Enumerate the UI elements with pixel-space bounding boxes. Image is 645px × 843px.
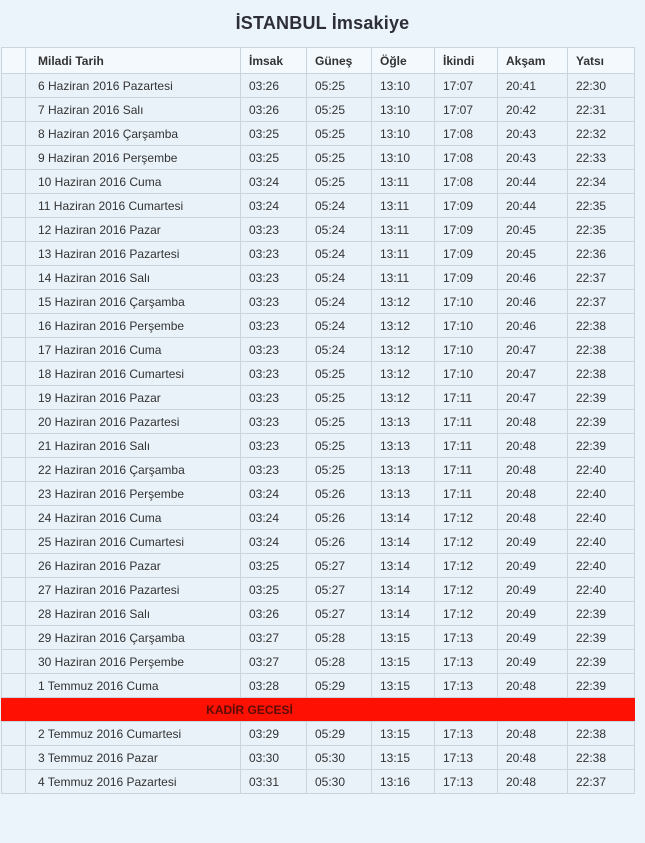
time-cell: 05:25 [307,434,372,458]
date-cell: 9 Haziran 2016 Perşembe [26,146,241,170]
time-cell: 17:07 [435,74,498,98]
time-cell: 03:27 [241,626,307,650]
table-row [2,746,635,770]
table-row [2,530,635,554]
time-cell: 13:14 [372,506,435,530]
table-row [2,98,635,122]
time-cell: 22:38 [568,746,635,770]
row-spacer-cell [2,554,26,578]
time-cell: 05:27 [307,554,372,578]
time-cell: 22:39 [568,386,635,410]
table-row [2,410,635,434]
time-cell: 20:45 [498,218,568,242]
time-cell: 22:37 [568,266,635,290]
row-spacer-cell [2,722,26,746]
time-cell: 20:49 [498,602,568,626]
time-cell: 22:37 [568,770,635,794]
time-cell: 22:31 [568,98,635,122]
time-cell: 05:26 [307,530,372,554]
row-spacer-cell [2,530,26,554]
time-cell: 22:40 [568,578,635,602]
column-header-aksam: Akşam [498,48,568,74]
time-cell: 20:43 [498,146,568,170]
time-cell: 13:15 [372,746,435,770]
row-spacer-cell [2,746,26,770]
time-cell: 20:48 [498,482,568,506]
column-header-date: Miladi Tarih [26,48,241,74]
time-cell: 03:29 [241,722,307,746]
time-cell: 05:30 [307,770,372,794]
time-cell: 20:48 [498,722,568,746]
table-body [2,74,635,794]
row-spacer-cell [2,362,26,386]
time-cell: 22:37 [568,290,635,314]
table-row [2,770,635,794]
page-title: İSTANBUL İmsakiye [235,13,410,33]
date-cell: 19 Haziran 2016 Pazar [26,386,241,410]
time-cell: 22:40 [568,506,635,530]
time-cell: 22:33 [568,146,635,170]
time-cell: 22:39 [568,434,635,458]
date-cell: 11 Haziran 2016 Cumartesi [26,194,241,218]
time-cell: 20:42 [498,98,568,122]
time-cell: 13:11 [372,266,435,290]
time-cell: 17:13 [435,746,498,770]
column-header-gunes: Güneş [307,48,372,74]
row-spacer-cell [2,314,26,338]
date-cell: 16 Haziran 2016 Perşembe [26,314,241,338]
time-cell: 05:25 [307,386,372,410]
time-cell: 03:25 [241,122,307,146]
time-cell: 03:23 [241,410,307,434]
date-cell: 7 Haziran 2016 Salı [26,98,241,122]
time-cell: 17:12 [435,530,498,554]
date-cell: 22 Haziran 2016 Çarşamba [26,458,241,482]
title-band [0,0,645,47]
row-spacer-cell [2,626,26,650]
time-cell: 05:27 [307,602,372,626]
time-cell: 17:13 [435,650,498,674]
time-cell: 17:09 [435,194,498,218]
column-header-imsak: İmsak [241,48,307,74]
date-cell: 20 Haziran 2016 Pazartesi [26,410,241,434]
table-row [2,674,635,698]
table-row [2,314,635,338]
time-cell: 13:15 [372,626,435,650]
time-cell: 13:11 [372,170,435,194]
time-cell: 05:27 [307,578,372,602]
time-cell: 03:23 [241,362,307,386]
table-row [2,554,635,578]
time-cell: 13:12 [372,338,435,362]
time-cell: 03:23 [241,458,307,482]
time-cell: 13:14 [372,530,435,554]
time-cell: 05:24 [307,194,372,218]
table-row [2,506,635,530]
time-cell: 20:48 [498,746,568,770]
time-cell: 03:23 [241,242,307,266]
date-cell: 28 Haziran 2016 Salı [26,602,241,626]
time-cell: 05:26 [307,506,372,530]
table-row [2,218,635,242]
time-cell: 22:38 [568,314,635,338]
time-cell: 05:28 [307,650,372,674]
imsakiye-table [1,47,635,794]
time-cell: 03:23 [241,434,307,458]
time-cell: 20:48 [498,674,568,698]
time-cell: 05:25 [307,98,372,122]
row-spacer-cell [2,770,26,794]
table-row [2,722,635,746]
row-spacer-cell [2,122,26,146]
time-cell: 17:09 [435,242,498,266]
row-spacer-cell [2,146,26,170]
table-row [2,74,635,98]
time-cell: 13:11 [372,194,435,218]
time-cell: 05:24 [307,290,372,314]
date-cell: 17 Haziran 2016 Cuma [26,338,241,362]
time-cell: 13:11 [372,218,435,242]
time-cell: 03:23 [241,218,307,242]
time-cell: 22:40 [568,482,635,506]
time-cell: 17:12 [435,602,498,626]
time-cell: 03:25 [241,554,307,578]
time-cell: 05:24 [307,314,372,338]
date-cell: 4 Temmuz 2016 Pazartesi [26,770,241,794]
time-cell: 05:25 [307,362,372,386]
time-cell: 17:13 [435,770,498,794]
row-spacer-cell [2,98,26,122]
table-row [2,242,635,266]
time-cell: 17:09 [435,266,498,290]
time-cell: 03:23 [241,290,307,314]
time-cell: 05:25 [307,74,372,98]
row-spacer-cell [2,338,26,362]
time-cell: 03:23 [241,314,307,338]
time-cell: 13:10 [372,98,435,122]
row-spacer-cell [2,386,26,410]
time-cell: 13:12 [372,362,435,386]
time-cell: 20:49 [498,530,568,554]
time-cell: 20:49 [498,650,568,674]
time-cell: 22:35 [568,218,635,242]
time-cell: 05:29 [307,674,372,698]
date-cell: 2 Temmuz 2016 Cumartesi [26,722,241,746]
date-cell: 27 Haziran 2016 Pazartesi [26,578,241,602]
table-row [2,458,635,482]
row-spacer-cell [2,74,26,98]
time-cell: 22:39 [568,626,635,650]
banner-filler [498,698,635,722]
time-cell: 17:13 [435,722,498,746]
time-cell: 20:45 [498,242,568,266]
time-cell: 03:24 [241,194,307,218]
time-cell: 05:25 [307,146,372,170]
time-cell: 05:24 [307,266,372,290]
date-cell: 3 Temmuz 2016 Pazar [26,746,241,770]
table-row [2,194,635,218]
time-cell: 05:24 [307,338,372,362]
row-spacer-cell [2,290,26,314]
table-row [2,626,635,650]
time-cell: 20:47 [498,338,568,362]
column-header-ogle: Öğle [372,48,435,74]
time-cell: 22:39 [568,650,635,674]
time-cell: 22:40 [568,554,635,578]
time-cell: 03:26 [241,98,307,122]
date-cell: 15 Haziran 2016 Çarşamba [26,290,241,314]
time-cell: 13:15 [372,650,435,674]
table-row [2,602,635,626]
time-cell: 17:10 [435,290,498,314]
time-cell: 13:15 [372,722,435,746]
time-cell: 03:24 [241,530,307,554]
time-cell: 13:14 [372,554,435,578]
time-cell: 13:14 [372,602,435,626]
table-row [2,122,635,146]
time-cell: 22:38 [568,722,635,746]
date-cell: 29 Haziran 2016 Çarşamba [26,626,241,650]
time-cell: 20:49 [498,554,568,578]
time-cell: 22:39 [568,410,635,434]
date-cell: 12 Haziran 2016 Pazar [26,218,241,242]
time-cell: 20:49 [498,578,568,602]
time-cell: 17:08 [435,146,498,170]
time-cell: 13:12 [372,314,435,338]
row-spacer-cell [2,266,26,290]
time-cell: 17:09 [435,218,498,242]
row-spacer-cell [2,170,26,194]
time-cell: 03:31 [241,770,307,794]
time-cell: 22:34 [568,170,635,194]
banner-label: KADİR GECESİ [2,698,498,722]
time-cell: 20:48 [498,770,568,794]
time-cell: 20:48 [498,434,568,458]
date-cell: 10 Haziran 2016 Cuma [26,170,241,194]
row-spacer-cell [2,578,26,602]
time-cell: 17:10 [435,314,498,338]
time-cell: 03:24 [241,506,307,530]
table-row [2,578,635,602]
row-spacer-cell [2,434,26,458]
time-cell: 22:38 [568,362,635,386]
time-cell: 13:15 [372,674,435,698]
time-cell: 03:26 [241,602,307,626]
time-cell: 17:13 [435,626,498,650]
row-spacer-cell [2,650,26,674]
date-cell: 30 Haziran 2016 Perşembe [26,650,241,674]
time-cell: 03:23 [241,386,307,410]
time-cell: 22:30 [568,74,635,98]
time-cell: 03:27 [241,650,307,674]
time-cell: 05:25 [307,170,372,194]
time-cell: 17:11 [435,458,498,482]
time-cell: 05:25 [307,458,372,482]
time-cell: 20:47 [498,386,568,410]
time-cell: 05:25 [307,122,372,146]
time-cell: 13:12 [372,290,435,314]
spacer-column-header [2,48,26,74]
time-cell: 13:11 [372,242,435,266]
time-cell: 17:13 [435,674,498,698]
table-row [2,386,635,410]
row-spacer-cell [2,242,26,266]
time-cell: 17:11 [435,482,498,506]
time-cell: 03:30 [241,746,307,770]
time-cell: 22:32 [568,122,635,146]
time-cell: 22:36 [568,242,635,266]
time-cell: 03:23 [241,338,307,362]
time-cell: 20:48 [498,506,568,530]
date-cell: 26 Haziran 2016 Pazar [26,554,241,578]
time-cell: 03:26 [241,74,307,98]
time-cell: 03:24 [241,170,307,194]
row-spacer-cell [2,458,26,482]
date-cell: 25 Haziran 2016 Cumartesi [26,530,241,554]
table-row [2,650,635,674]
kadir-gecesi-banner-row [2,698,635,722]
time-cell: 03:24 [241,482,307,506]
time-cell: 13:12 [372,386,435,410]
time-cell: 20:43 [498,122,568,146]
time-cell: 22:39 [568,674,635,698]
time-cell: 20:48 [498,458,568,482]
time-cell: 17:10 [435,362,498,386]
time-cell: 05:26 [307,482,372,506]
time-cell: 20:49 [498,626,568,650]
time-cell: 03:25 [241,578,307,602]
time-cell: 20:41 [498,74,568,98]
table-row [2,266,635,290]
table-row [2,434,635,458]
time-cell: 03:28 [241,674,307,698]
date-cell: 18 Haziran 2016 Cumartesi [26,362,241,386]
row-spacer-cell [2,218,26,242]
time-cell: 13:10 [372,122,435,146]
time-cell: 17:11 [435,386,498,410]
time-cell: 20:44 [498,170,568,194]
row-spacer-cell [2,506,26,530]
time-cell: 20:46 [498,266,568,290]
time-cell: 20:48 [498,410,568,434]
time-cell: 13:16 [372,770,435,794]
time-cell: 13:13 [372,458,435,482]
date-cell: 14 Haziran 2016 Salı [26,266,241,290]
time-cell: 22:38 [568,338,635,362]
time-cell: 20:46 [498,314,568,338]
time-cell: 13:13 [372,410,435,434]
column-header-yatsi: Yatsı [568,48,635,74]
date-cell: 1 Temmuz 2016 Cuma [26,674,241,698]
time-cell: 13:13 [372,434,435,458]
time-cell: 20:44 [498,194,568,218]
time-cell: 05:24 [307,242,372,266]
time-cell: 05:29 [307,722,372,746]
time-cell: 05:25 [307,410,372,434]
time-cell: 05:24 [307,218,372,242]
time-cell: 17:11 [435,410,498,434]
time-cell: 03:25 [241,146,307,170]
table-row [2,362,635,386]
time-cell: 20:47 [498,362,568,386]
row-spacer-cell [2,482,26,506]
date-cell: 21 Haziran 2016 Salı [26,434,241,458]
date-cell: 13 Haziran 2016 Pazartesi [26,242,241,266]
time-cell: 05:30 [307,746,372,770]
time-cell: 20:46 [498,290,568,314]
time-cell: 17:12 [435,506,498,530]
time-cell: 17:07 [435,98,498,122]
row-spacer-cell [2,194,26,218]
table-row [2,146,635,170]
time-cell: 17:12 [435,578,498,602]
table-row [2,290,635,314]
time-cell: 22:35 [568,194,635,218]
time-cell: 17:11 [435,434,498,458]
time-cell: 22:39 [568,602,635,626]
row-spacer-cell [2,410,26,434]
time-cell: 17:08 [435,122,498,146]
time-cell: 03:23 [241,266,307,290]
date-cell: 6 Haziran 2016 Pazartesi [26,74,241,98]
table-row [2,338,635,362]
time-cell: 22:40 [568,530,635,554]
time-cell: 05:28 [307,626,372,650]
time-cell: 22:40 [568,458,635,482]
row-spacer-cell [2,602,26,626]
column-header-ikindi: İkindi [435,48,498,74]
date-cell: 8 Haziran 2016 Çarşamba [26,122,241,146]
table-row [2,482,635,506]
time-cell: 13:13 [372,482,435,506]
header-row [2,48,635,74]
table-row [2,170,635,194]
time-cell: 17:08 [435,170,498,194]
row-spacer-cell [2,674,26,698]
time-cell: 17:10 [435,338,498,362]
time-cell: 13:10 [372,146,435,170]
date-cell: 23 Haziran 2016 Perşembe [26,482,241,506]
time-cell: 17:12 [435,554,498,578]
time-cell: 13:14 [372,578,435,602]
time-cell: 13:10 [372,74,435,98]
date-cell: 24 Haziran 2016 Cuma [26,506,241,530]
